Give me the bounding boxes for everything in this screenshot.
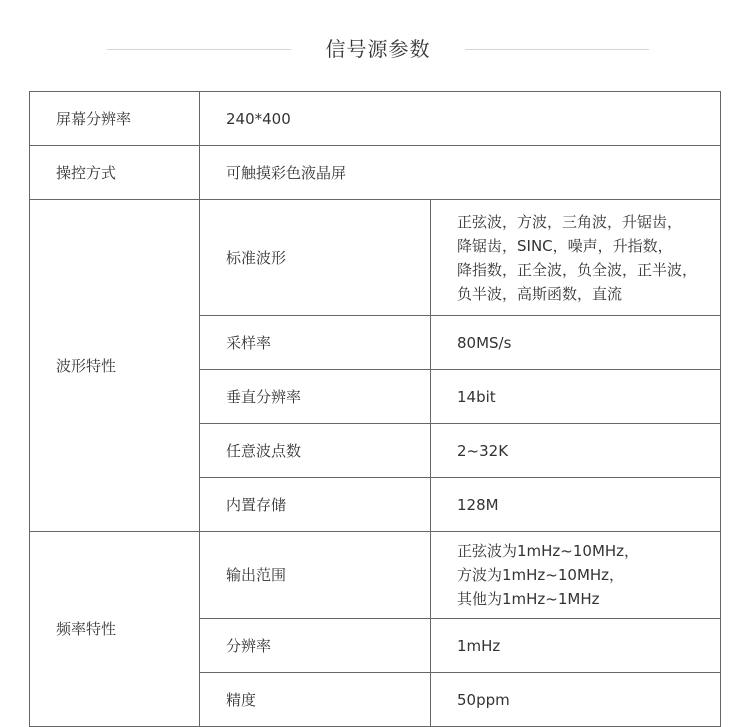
row-label: 分辨率	[200, 619, 431, 673]
header-divider-right	[465, 49, 649, 50]
row-label: 操控方式	[30, 146, 200, 200]
table-row-standard-wave	[30, 200, 721, 316]
value-line: 降指数，正全波，负全波，正半波，	[457, 260, 698, 279]
value-line: 正弦波为1mHz~10MHz，	[457, 542, 640, 560]
row-label: 标准波形	[200, 200, 431, 316]
group-label-waveform: 波形特性	[30, 200, 200, 532]
row-label: 屏幕分辨率	[30, 92, 200, 146]
row-value: 240*400	[200, 92, 721, 146]
row-value: 50ppm	[431, 673, 721, 727]
row-value-multiline	[431, 200, 721, 316]
value-line: 正弦波，方波，三角波，升锯齿，	[457, 212, 683, 231]
row-value: 128M	[431, 478, 721, 532]
row-label: 精度	[200, 673, 431, 727]
value-line: 负半波，高斯函数，直流	[457, 284, 623, 303]
row-value-multiline	[431, 532, 721, 619]
row-value: 1mHz	[431, 619, 721, 673]
row-label: 内置存储	[200, 478, 431, 532]
header-divider-left	[107, 49, 291, 50]
section-header	[0, 0, 750, 92]
row-value: 14bit	[431, 370, 721, 424]
row-label: 采样率	[200, 316, 431, 370]
section-title: 信号源参数	[325, 37, 431, 61]
table-row-screen	[30, 92, 721, 146]
value-line: 其他为1mHz~1MHz	[457, 590, 600, 608]
group-label-frequency: 频率特性	[30, 532, 200, 727]
table-row-control	[30, 146, 721, 200]
row-label: 任意波点数	[200, 424, 431, 478]
row-value: 80MS/s	[431, 316, 721, 370]
row-value: 可触摸彩色液晶屏	[200, 146, 721, 200]
row-label: 输出范围	[200, 532, 431, 619]
row-value: 2~32K	[431, 424, 721, 478]
row-label: 垂直分辨率	[200, 370, 431, 424]
table-row-output-range	[30, 532, 721, 619]
value-line: 方波为1mHz~10MHz，	[457, 566, 625, 584]
spec-table	[29, 91, 721, 727]
value-line: 降锯齿，SINC，噪声，升指数，	[457, 236, 673, 255]
